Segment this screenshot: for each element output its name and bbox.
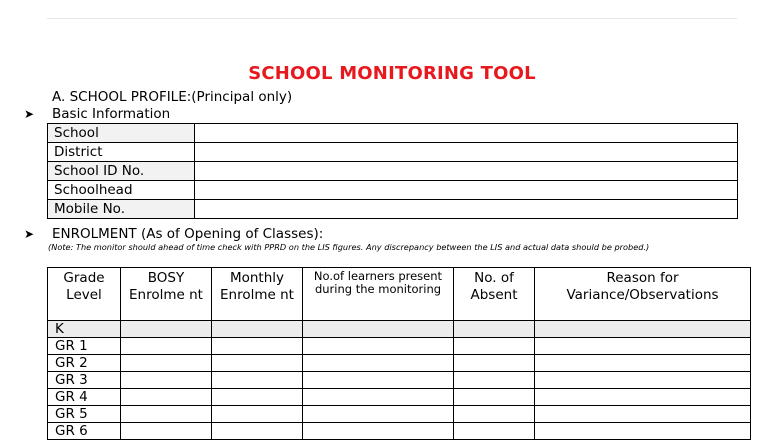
present-cell[interactable] [303,338,454,355]
basic-info-table [47,123,738,219]
page-title: SCHOOL MONITORING TOOL [248,63,536,84]
absent-cell[interactable] [454,355,535,372]
table-row [48,124,738,143]
reason-cell[interactable] [535,406,751,423]
reason-cell[interactable] [535,338,751,355]
row-label: District [48,143,195,162]
grade-label: GR 2 [48,355,121,372]
present-cell[interactable] [303,355,454,372]
table-row [48,143,738,162]
absent-cell[interactable] [454,389,535,406]
table-row [48,389,751,406]
schoolhead-field[interactable] [195,181,738,200]
grade-label: GR 1 [48,338,121,355]
table-row [48,162,738,181]
school-field[interactable] [195,124,738,143]
table-row [48,321,751,338]
bullet-arrow-icon: ➤ [24,227,35,241]
reason-cell[interactable] [535,355,751,372]
bosy-cell[interactable] [121,372,212,389]
table-row [48,355,751,372]
reason-cell[interactable] [535,389,751,406]
column-header: Grade Level [48,268,121,321]
row-label: School [48,124,195,143]
present-cell[interactable] [303,423,454,440]
basic-info-heading: Basic Information [52,106,171,122]
column-header: Reason for Variance/Observations [535,268,751,321]
absent-cell[interactable] [454,321,535,338]
monthly-cell[interactable] [212,423,303,440]
table-row [48,338,751,355]
grade-label: GR 5 [48,406,121,423]
bullet-arrow-icon: ➤ [24,107,35,121]
row-label: Mobile No. [48,200,195,219]
grade-label: GR 6 [48,423,121,440]
school-id-field[interactable] [195,162,738,181]
bosy-cell[interactable] [121,389,212,406]
top-divider [47,18,737,19]
enrolment-heading: ENROLMENT (As of Opening of Classes): [52,226,324,242]
monthly-cell[interactable] [212,389,303,406]
bosy-cell[interactable] [121,321,212,338]
enrolment-note: (Note: The monitor should ahead of time check with PPRD on the LIS figures. Any discrepancy between the LIS and actual data should be probed.) [48,242,650,252]
present-cell[interactable] [303,406,454,423]
monthly-cell[interactable] [212,406,303,423]
table-row [48,406,751,423]
table-row [48,423,751,440]
grade-label: K [48,321,121,338]
present-cell[interactable] [303,389,454,406]
table-row [48,372,751,389]
bosy-cell[interactable] [121,406,212,423]
column-header: BOSY Enrolme nt [121,268,212,321]
grade-label: GR 4 [48,389,121,406]
absent-cell[interactable] [454,372,535,389]
column-header: No. of Absent [454,268,535,321]
bosy-cell[interactable] [121,338,212,355]
district-field[interactable] [195,143,738,162]
absent-cell[interactable] [454,338,535,355]
table-header-row [48,268,751,321]
absent-cell[interactable] [454,423,535,440]
reason-cell[interactable] [535,423,751,440]
grade-label: GR 3 [48,372,121,389]
table-row [48,200,738,219]
monthly-cell[interactable] [212,321,303,338]
column-header: No.of learners present during the monitoring [303,268,454,321]
bosy-cell[interactable] [121,355,212,372]
monthly-cell[interactable] [212,355,303,372]
reason-cell[interactable] [535,321,751,338]
monthly-cell[interactable] [212,338,303,355]
bosy-cell[interactable] [121,423,212,440]
absent-cell[interactable] [454,406,535,423]
section-a-heading: A. SCHOOL PROFILE:(Principal only) [52,89,293,105]
mobile-field[interactable] [195,200,738,219]
table-row [48,181,738,200]
monthly-cell[interactable] [212,372,303,389]
row-label: Schoolhead [48,181,195,200]
present-cell[interactable] [303,372,454,389]
column-header: Monthly Enrolme nt [212,268,303,321]
enrolment-table [47,267,751,440]
row-label: School ID No. [48,162,195,181]
reason-cell[interactable] [535,372,751,389]
present-cell[interactable] [303,321,454,338]
